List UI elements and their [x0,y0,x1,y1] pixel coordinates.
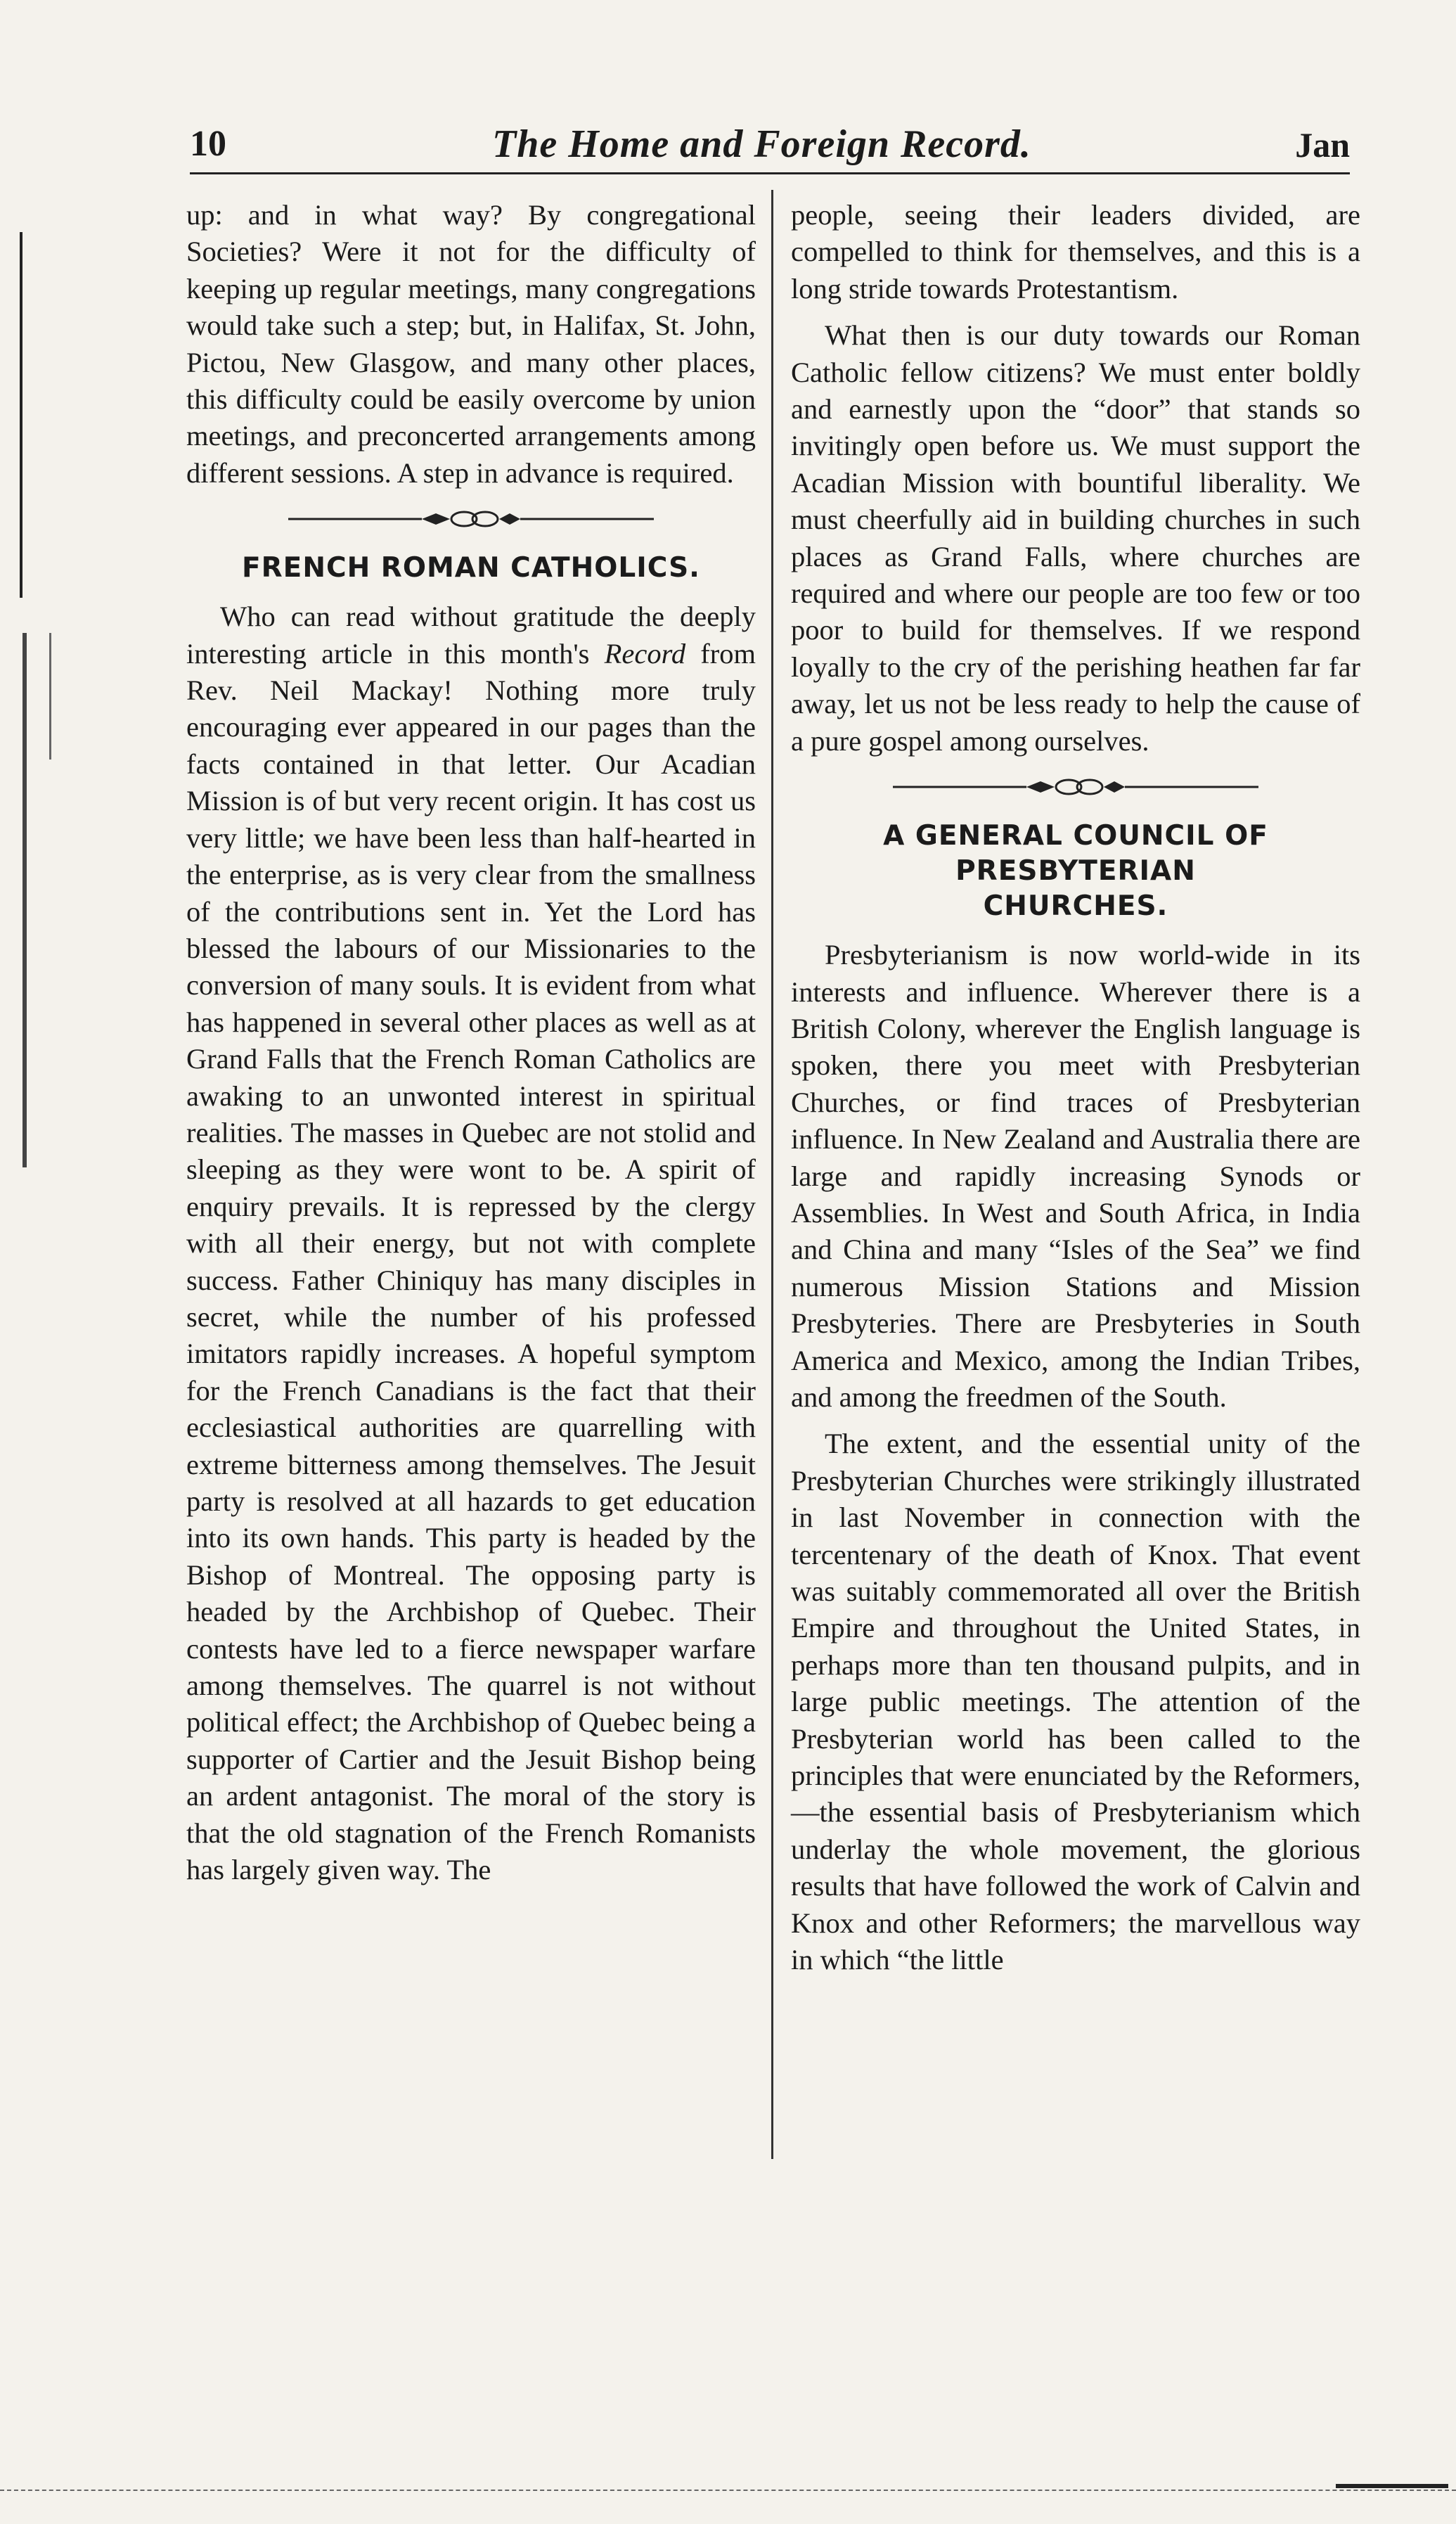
paragraph-text: Who can read without gratitude the deeply interesting article in this month's [186,601,756,670]
ornament-divider-icon [288,508,654,530]
heading-line: A GENERAL COUNCIL OF PRESBYTERIAN [883,820,1268,888]
continued-paragraph: people, seeing their leaders divided, are compelled to think for themselves, and this is a long stride towards Protestantism. [791,199,1360,305]
margin-rule-mark [49,633,51,760]
article-paragraph: What then is our duty towards our Roman Catholic fellow citizens? We must enter boldly and earnestly upon the “door” that stands so invitingly open before us. We must support the Acadian Mission with bountiful liberality. We must cheerfully aid in building churches in such places as Grand Falls, where churches are required and where our people are too few or too poor to build for themselves. If we respond loyally to the cry of the perishing heathen far far away, let us not be less ready to help the cause of a pure gospel among ourselves. [791,319,1360,757]
page-header [190,116,1350,174]
issue-month: Jan [1295,125,1350,165]
section-heading-general-council [791,819,1360,924]
margin-rule-mark [22,633,27,1167]
publication-title: The Home and Foreign Record. [492,122,1031,166]
left-column [186,197,756,1898]
right-column [791,197,1360,1988]
page-number: 10 [190,124,226,164]
paragraph-text: from Rev. Neil Mackay! Nothing more truly encouraging ever appeared in our pages than the facts contained in that letter. Our Acadian Mission is of but very recent origin. It has cost us very little; we have been less than half-hearted in the enterprise, as is very clear from the smallness of the contributions sent in. Yet the Lord has blessed the labours of our Missionaries to the conversion of many souls. It is evident from what has happened in several other places as well as at Grand Falls that the French Roman Catholics are awaking to an unwonted interest in spiritual realities. The masses in Quebec are not stolid and sleeping as they were wont to be. A spirit of enquiry prevails. It is repressed by the clergy with all their energy, but not with complete success. Father Chiniquy has many disciples in secret, while the number of his professed imitators rapidly increases. A hopeful symptom for the French Canadians is the fact that their ecclesiastical authorities are quarrelling with extreme bitterness among themselves. The Jesuit party is resolved at all hazards to get education into its own hands. This party is headed by the Bishop of Montreal. The opposing party is headed by the Archbishop of Quebec. Their contests have led to a fierce newspaper warfare among themselves. The quarrel is not without political effect; the Archbishop of Quebec being a supporter of Cartier and the Jesuit Bishop being an ardent antagonist. The moral of the story is that the old stagnation of the French Romanists has largely given way. The [186,637,756,1886]
margin-rule-mark [20,232,22,598]
article-paragraph: Presbyterianism is now world-wide in its interests and influence. Wherever there is a British Colony, wherever the English language is spoken, there you meet with Presbyterian Churches, or find traces of Presbyterian influence. In New Zealand and Australia there are large and rapidly increasing Synods or Assemblies. In West and South Africa, in India and China and many “Isles of the Sea” we find numerous Mission Stations and Mission Presbyteries. There are Presbyteries in South America and Mexico, among the Indian Tribes, and among the freedmen of the South. [791,939,1360,1413]
ornament-divider-icon [893,776,1258,797]
footer-rule-mark [1336,2484,1448,2488]
article-paragraph [186,598,756,1888]
intro-paragraph: up: and in what way? By congregational Societies? Were it not for the difficulty of keeping up regular meetings, many congregations would take such a step; but, in Halifax, St. John, Pictou, New Glasgow, and many other places, this difficulty could be easily overcome by union meetings, and preconcerted arrangements among different sessions. A step in advance is required. [186,199,756,489]
record-title-italic: Record [604,637,686,670]
column-divider [771,190,773,2159]
footer-dashed-rule [0,2490,1456,2491]
section-heading-french-roman-catholics: FRENCH ROMAN CATHOLICS. [242,552,700,584]
heading-line: CHURCHES. [983,890,1168,923]
article-paragraph: The extent, and the essential unity of the Presbyterian Churches were strikingly illustrated in last November in connection with the tercentenary of the death of Knox. That event was suitably commemorated all over the British Empire and throughout the United States, in perhaps more than ten thousand pulpits, and in large public meetings. The attention of the Presbyterian world has been called to the principles that were enunciated by the Reformers,—the essential basis of Presbyterianism which underlay the whole movement, the glorious results that have followed the work of Calvin and Knox and other Reformers; the marvellous way in which “the little [791,1428,1360,1976]
